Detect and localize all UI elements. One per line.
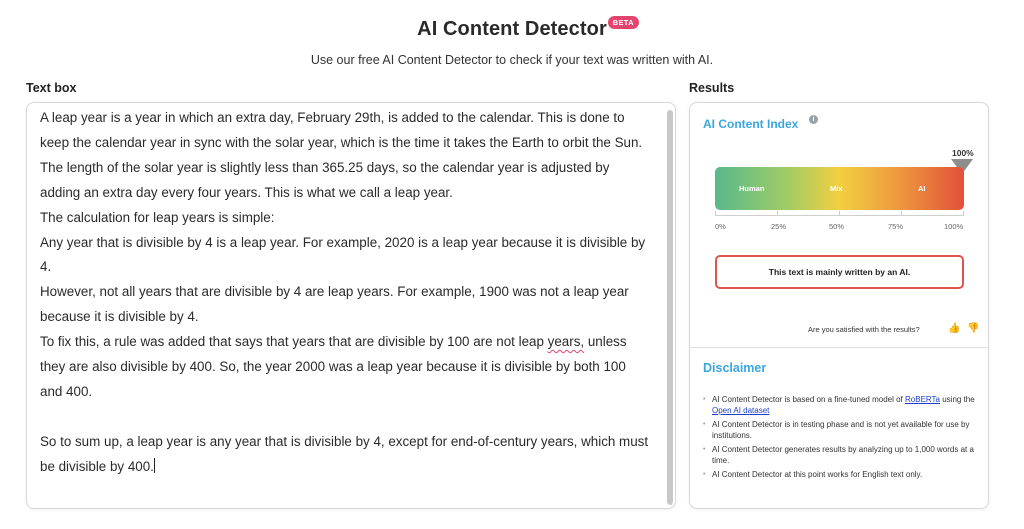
- feedback-prompt: Are you satisfied with the results?: [808, 325, 920, 334]
- results-label: Results: [689, 81, 735, 95]
- disclaimer-text: using the: [940, 395, 975, 404]
- text-paragraph: A leap year is a year in which an extra day, February 29th, is added to the calendar. This is done to keep the calendar year in sync with the solar year, which is the time it takes the Earth to orbit the Sun.: [40, 110, 643, 150]
- results-divider: [690, 347, 989, 348]
- text-segment: To fix this, a rule was added that says that years that are divisible by 100 are not leap: [40, 334, 548, 350]
- thumbs-up-icon[interactable]: 👍: [948, 323, 961, 334]
- disclaimer-item: • AI Content Detector at this point works for English text only.: [703, 470, 981, 481]
- disclaimer-item: [703, 395, 981, 416]
- text-segment: unless they are also divisible by 400. So, the year 2000 was a leap year because it is divisible by both 100 and 400.: [40, 334, 627, 399]
- text-paragraph: The length of the solar year is slightly less than 365.25 days, so the calendar year is adjusted by adding an extra day every four years. This is what we call a leap year.: [40, 159, 610, 200]
- page-subtitle: Use our free AI Content Detector to check if your text was written with AI.: [310, 53, 714, 67]
- ai-index-gauge: [715, 167, 964, 210]
- gauge-tick-label: 0%: [715, 222, 726, 231]
- text-box-scrollbar[interactable]: [667, 110, 673, 505]
- text-paragraph: [40, 430, 650, 480]
- disclaimer-text: AI Content Detector is based on a fine-tuned model of: [712, 395, 906, 404]
- text-segment: So to sum up, a leap year is any year that is divisible by 4, except for end-of-century years, which must be divisible by 400.: [40, 433, 649, 474]
- page-title: [417, 18, 634, 41]
- text-input-content[interactable]: [40, 106, 650, 480]
- blank-line: [40, 405, 650, 430]
- gauge-tick-label: 100%: [944, 222, 964, 231]
- text-paragraph: However, not all years that are divisible by 4 are leap years. For example, 1900 was not a leap year because it is divisible by 4.: [40, 284, 629, 325]
- disclaimer-item: • AI Content Detector is in testing phase and is not yet available for use by institutions.: [703, 420, 981, 441]
- verdict-box: This text is mainly written by an AI.: [715, 255, 964, 289]
- disclaimer-item: • AI Content Detector generates results by analyzing up to 1,000 words at a time.: [703, 445, 981, 466]
- disclaimer-list: [703, 395, 981, 485]
- text-paragraph: [40, 330, 650, 405]
- gauge-tick-label: 75%: [888, 222, 904, 231]
- openai-dataset-link[interactable]: Open AI dataset: [712, 405, 770, 415]
- beta-badge: BETA: [608, 16, 639, 29]
- text-paragraph: Any year that is divisible by 4 is a leap year. For example, 2020 is a leap year because it is divisible by 4.: [40, 234, 646, 275]
- text-input-area[interactable]: [26, 102, 676, 509]
- results-panel: [689, 102, 989, 509]
- gauge-label-ai: AI: [918, 184, 926, 193]
- gauge-tick-label: 25%: [771, 222, 787, 231]
- page-title-text: AI Content Detector: [417, 18, 607, 40]
- disclaimer-title: Disclaimer: [703, 361, 767, 375]
- thumbs-down-icon[interactable]: 👎: [967, 323, 980, 334]
- text-box-label: Text box: [26, 81, 77, 95]
- text-cursor: [154, 458, 155, 473]
- spellcheck-underlined-word: years,: [547, 334, 585, 350]
- gauge-tick: [777, 211, 778, 216]
- info-icon[interactable]: i: [809, 115, 818, 124]
- gauge-label-human: Human: [739, 184, 765, 193]
- gauge-tick: [963, 211, 964, 216]
- gauge-tick: [839, 211, 840, 216]
- gauge-tick: [901, 211, 902, 216]
- roberta-link[interactable]: RoBERTa: [905, 395, 940, 404]
- gauge-tick-label: 50%: [829, 222, 845, 231]
- gauge-tick: [715, 211, 716, 216]
- ai-content-index-title: AI Content Index: [703, 117, 799, 131]
- text-paragraph: The calculation for leap years is simple:: [40, 209, 275, 225]
- gauge-label-mix: Mix: [830, 184, 843, 193]
- score-label: 100%: [952, 148, 974, 158]
